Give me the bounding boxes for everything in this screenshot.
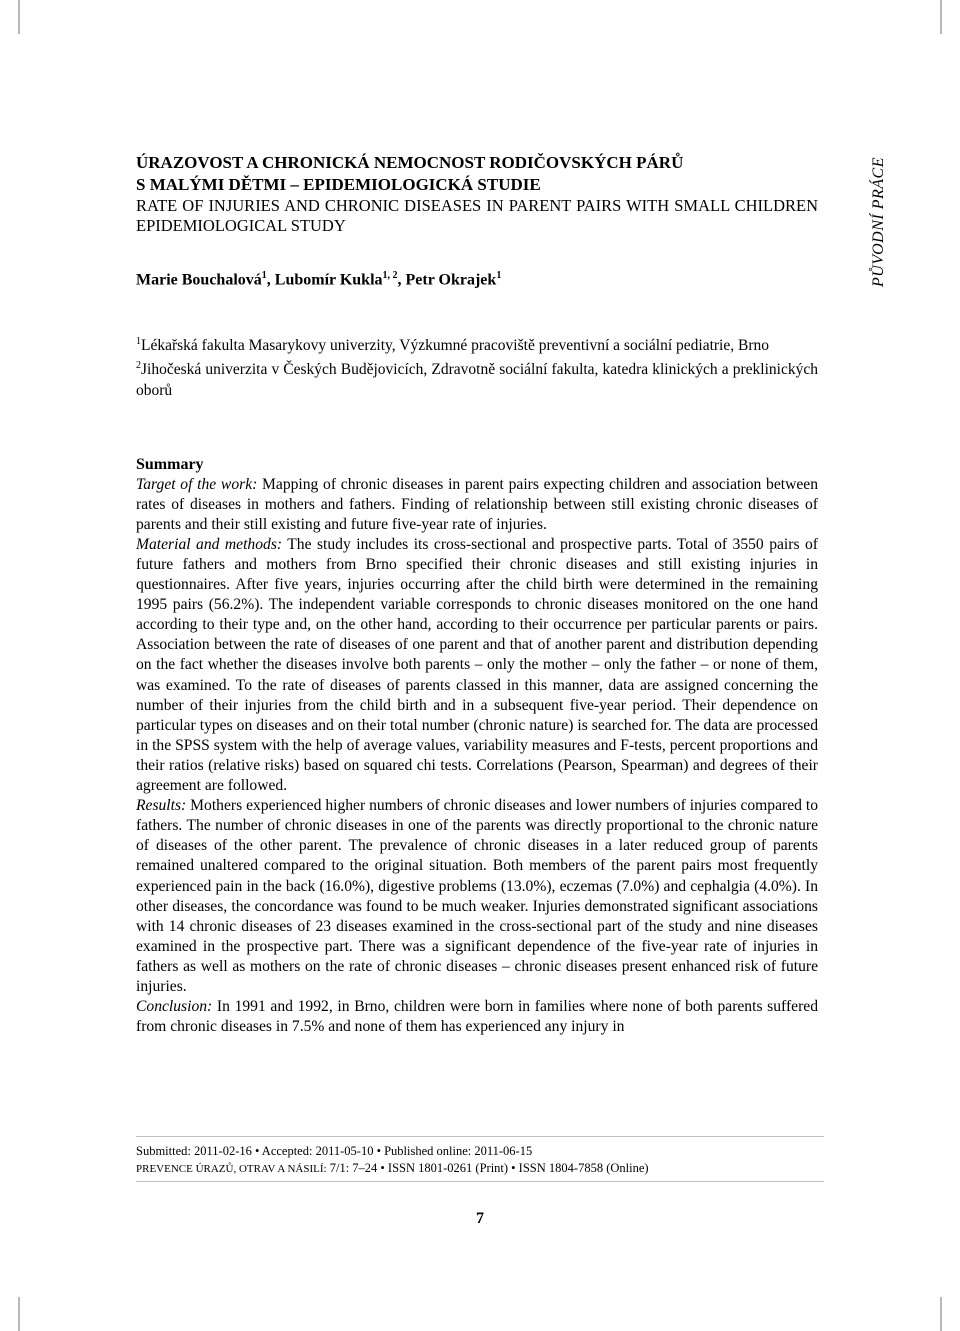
affiliation-list [136,332,818,400]
footer [136,1143,824,1178]
affiliation-item [136,356,818,400]
page-number: 7 [476,1210,484,1227]
section-side-label [868,152,890,292]
crop-mark-bottom-left [18,1297,20,1331]
summary-results-paragraph [136,796,818,997]
author-affiliation-sup: 1 [496,270,502,281]
journal-issue: 7/1: 7–24 • ISSN 1801-0261 (Print) • ISSN 1804-7858 (Online) [326,1161,649,1175]
author-affiliation-sup: 1 [261,270,267,281]
results-label: Results: [136,797,187,815]
results-text: Mothers experienced higher numbers of chronic diseases and lower numbers of injuries compared to fathers. The number of chronic diseases in one of the parents was directly proportional to the chronic nature of diseases of the other parent. The prevalence of chronic diseases in a later reduced group of parents remained unaltered compared to the original situation. Both members of the parent pairs most frequently experienced pain in the back (16.0%), digestive problems (13.0%), eczemas (7.0%) and cephalgia (4.0%). In other diseases, the concordance was found to be much weaker. Injuries demonstrated significant associations with 14 chronic diseases of 23 diseases examined in the cross-sectional part of the study and nine diseases examined in the prospective part. There was a significant dependence of the five-year rate of injuries in fathers as well as mothers on the rate of chronic diseases – chronic diseases present enhanced risk of future injuries. [136,797,818,995]
affiliation-number: 1 [136,336,141,348]
summary-text [136,475,818,1038]
title-czech-line-2: S MALÝMI DĚTMI – EPIDEMIOLOGICKÁ STUDIE [136,175,541,194]
summary-target-paragraph [136,475,818,535]
article-body [136,152,818,1037]
side-label-text: PŮVODNÍ PRÁCE [870,157,887,287]
title-czech-line-1: ÚRAZOVOST A CHRONICKÁ NEMOCNOST RODIČOVSKÝCH PÁRŮ [136,153,684,172]
affiliation-text: Jihočeská univerzita v Českých Budějovicích, Zdravotně sociální fakulta, katedra klinických a preklinických oborů [136,361,818,399]
author-name: Petr Okrajek [405,271,497,289]
author-name: Lubomír Kukla [274,271,383,289]
affiliation-number: 2 [136,360,141,372]
author-list [136,266,818,290]
conclusion-label: Conclusion: [136,998,213,1016]
conclusion-text: In 1991 and 1992, in Brno, children were born in families where none of both parents suffered from chronic diseases in 7.5% and none of them has experienced any injury in [136,998,818,1036]
footer-divider-bottom [136,1181,824,1182]
summary-heading: Summary [136,455,204,473]
target-label: Target of the work: [136,475,258,493]
affiliation-text: Lékařská fakulta Masarykovy univerzity, Výzkumné pracoviště preventivní a sociální pediatrie, Brno [141,337,769,355]
summary-methods-paragraph [136,535,818,796]
footer-divider-top [136,1136,824,1137]
summary-conclusion-paragraph [136,997,818,1037]
publication-dates: Submitted: 2011-02-16 • Accepted: 2011-05-10 • Published online: 2011-06-15 [136,1144,533,1158]
author-separator: , [266,271,275,289]
crop-mark-top-right [940,0,942,34]
affiliation-item [136,332,818,356]
crop-mark-top-left [18,0,20,34]
journal-citation [136,1160,824,1178]
target-text: Mapping of chronic diseases in parent pairs expecting children and association between rates of diseases in mothers and fathers. Finding of relationship between still existing chronic diseases of parents and their still existing and future five-year rate of injuries. [136,475,818,533]
crop-mark-bottom-right [940,1297,942,1331]
methods-label: Material and methods: [136,535,283,553]
journal-name: PREVENCE ÚRAZŮ, OTRAV A NÁSILÍ: [136,1163,327,1175]
author-separator: , [397,271,406,289]
author-affiliation-sup: 1, 2 [382,270,398,281]
title-english: RATE OF INJURIES AND CHRONIC DISEASES IN PARENT PAIRS WITH SMALL CHILDREN EPIDEMIOLOGICAL STUDY [136,196,818,235]
author-name: Marie Bouchalová [136,271,262,289]
methods-text: The study includes its cross-sectional and prospective parts. Total of 3550 pairs of future fathers and mothers from Brno specified their chronic diseases and still existing injuries in questionnaires. After five years, injuries occurring after the child birth were determined in the remaining 1995 pairs (56.2%). The independent variable corresponds to chronic diseases monitored on the one hand according to their type and, on the other hand, according to their occurrence per particular parents or pairs. Association between the rate of diseases of one parent and that of another parent and distribution depending on the fact whether the diseases involve both parents – only the mother – only the father – or none of them, was examined. To the rate of diseases of parents classed in this manner, data are assigned concerning the number of their injuries from the child birth and in a subsequent five-year period. Their dependence on particular types on diseases and on their total number (chronic nature) is searched for. The data are processed in the SPSS system with the help of average values, variability measures and F-tests, percent proportions and their ratios (relative risks) based on squared chi tests. Correlations (Pearson, Spearman) and degrees of their agreement are followed. [136,535,818,795]
